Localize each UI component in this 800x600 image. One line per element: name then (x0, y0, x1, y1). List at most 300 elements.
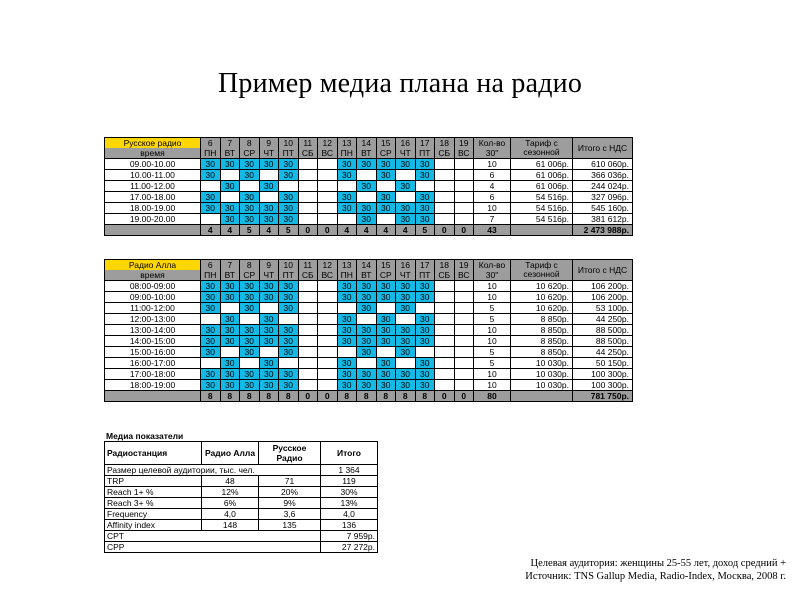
day-number: 7 (220, 260, 240, 271)
plan-row (105, 181, 633, 192)
spot-cell: 30 (201, 303, 221, 314)
day-total: 0 (298, 391, 318, 402)
empty-cell (318, 192, 338, 203)
empty-cell (298, 369, 318, 380)
empty-cell (454, 336, 474, 347)
spot-cell: 30 (415, 214, 435, 225)
spot-cell: 30 (357, 181, 377, 192)
footer-note (525, 557, 786, 583)
empty-cell (454, 214, 474, 225)
row-total: 88 500р. (573, 336, 633, 347)
empty-cell (396, 314, 416, 325)
time-slot: 17.00-18.00 (105, 192, 201, 203)
spot-cell: 30 (201, 336, 221, 347)
spot-cell: 30 (357, 303, 377, 314)
spot-cell: 30 (376, 192, 396, 203)
weekday-name: СБ (435, 148, 455, 159)
spot-cell: 30 (396, 292, 416, 303)
weekday-name: ВС (318, 270, 338, 281)
empty-cell (298, 336, 318, 347)
row-total: 610 060р. (573, 159, 633, 170)
spot-cell: 30 (240, 303, 260, 314)
audience-value: 1 364 (321, 465, 378, 476)
weekday-name: ВС (454, 270, 474, 281)
empty-cell (298, 192, 318, 203)
day-number: 19 (454, 138, 474, 149)
empty-cell (454, 369, 474, 380)
spot-cell: 30 (259, 380, 279, 391)
empty-cell (435, 303, 455, 314)
media-row (105, 476, 378, 487)
spot-cell: 30 (376, 159, 396, 170)
spot-count: 5 (474, 314, 511, 325)
empty-cell (318, 303, 338, 314)
media-row-label: Affinity index (105, 520, 202, 531)
empty-cell (220, 192, 240, 203)
spot-cell: 30 (240, 170, 260, 181)
media-row (105, 520, 378, 531)
empty-cell (201, 314, 221, 325)
day-number: 16 (396, 138, 416, 149)
plan-row (105, 281, 633, 292)
media-row-russkoe: 9% (259, 498, 321, 509)
plan-row (105, 170, 633, 181)
empty-cell (298, 380, 318, 391)
empty-cell (396, 358, 416, 369)
row-total: 244 024р. (573, 181, 633, 192)
spot-count: 10 (474, 336, 511, 347)
plan-totals-row (105, 225, 633, 236)
spot-cell: 30 (376, 325, 396, 336)
media-row (105, 509, 378, 520)
spot-cell: 30 (220, 292, 240, 303)
grand-total: 2 473 988р. (573, 225, 633, 236)
media-row-total: 30% (321, 487, 378, 498)
day-number: 6 (201, 260, 221, 271)
day-total: 0 (435, 225, 455, 236)
weekday-name: ЧТ (396, 270, 416, 281)
time-slot: 08:00-09:00 (105, 281, 201, 292)
station-name: Русское радио (105, 138, 201, 149)
empty-cell (435, 347, 455, 358)
time-slot: 15:00-16:00 (105, 347, 201, 358)
tariff-value: 54 516р. (511, 203, 573, 214)
plan-row (105, 203, 633, 214)
day-number: 8 (240, 138, 260, 149)
empty-cell (318, 214, 338, 225)
media-row-alla: 48 (202, 476, 259, 487)
spot-cell: 30 (396, 181, 416, 192)
spot-cell: 30 (201, 325, 221, 336)
time-slot: 09.00-10.00 (105, 159, 201, 170)
media-header-alla: Радио Алла (202, 442, 259, 465)
empty-cell (298, 347, 318, 358)
plan-row (105, 292, 633, 303)
day-total: 5 (279, 225, 299, 236)
day-number: 19 (454, 260, 474, 271)
spot-count: 10 (474, 159, 511, 170)
empty-cell (318, 369, 338, 380)
spot-cell: 30 (396, 380, 416, 391)
spot-cell: 30 (357, 214, 377, 225)
day-total: 8 (376, 391, 396, 402)
spot-cell: 30 (357, 203, 377, 214)
weekday-name: СБ (298, 270, 318, 281)
spot-cell: 30 (396, 325, 416, 336)
spot-cell: 30 (337, 281, 357, 292)
day-total: 8 (279, 391, 299, 402)
weekday-name: ПТ (279, 270, 299, 281)
day-total: 0 (318, 391, 338, 402)
media-row-russkoe: 20% (259, 487, 321, 498)
media-row (105, 498, 378, 509)
spot-count: 4 (474, 181, 511, 192)
empty-cell (396, 170, 416, 181)
media-plan-table-alla (104, 259, 633, 402)
weekday-name: ВТ (220, 270, 240, 281)
media-row-label: Frequency (105, 509, 202, 520)
media-row-total: 136 (321, 520, 378, 531)
cpt-value: 7 959р. (321, 531, 378, 542)
weekday-name: ЧТ (396, 148, 416, 159)
spot-cell: 30 (337, 336, 357, 347)
spot-cell: 30 (279, 380, 299, 391)
spot-cell: 30 (337, 170, 357, 181)
weekday-name: ПТ (415, 148, 435, 159)
weekday-name: СР (240, 148, 260, 159)
footer-source: Источник: TNS Gallup Media, Radio-Index, Москва, 2008 г. (525, 571, 786, 582)
spot-cell: 30 (279, 292, 299, 303)
day-number: 13 (337, 138, 357, 149)
station-name: Радио Алла (105, 260, 201, 271)
row-total: 44 250р. (573, 347, 633, 358)
empty-cell (435, 170, 455, 181)
media-row-label: Reach 1+ % (105, 487, 202, 498)
spot-cell: 30 (415, 203, 435, 214)
day-total: 0 (435, 391, 455, 402)
day-total: 8 (337, 391, 357, 402)
spot-cell: 30 (220, 181, 240, 192)
spot-cell: 30 (396, 203, 416, 214)
spot-count: 10 (474, 369, 511, 380)
empty-cell (435, 325, 455, 336)
spot-cell: 30 (279, 336, 299, 347)
spot-cell: 30 (201, 292, 221, 303)
weekday-name: ВТ (357, 148, 377, 159)
weekday-name: ЧТ (259, 148, 279, 159)
count-header-top: Кол-во (474, 138, 511, 149)
media-row-russkoe: 3,6 (259, 509, 321, 520)
tariff-header: Тариф с сезонной (511, 260, 573, 281)
day-number: 9 (259, 260, 279, 271)
empty-cell (298, 203, 318, 214)
spot-cell: 30 (201, 192, 221, 203)
spot-cell: 30 (201, 369, 221, 380)
empty-cell (318, 159, 338, 170)
row-total: 106 200р. (573, 281, 633, 292)
empty-cell (279, 181, 299, 192)
weekday-name: ПН (201, 270, 221, 281)
day-number: 14 (357, 138, 377, 149)
row-total: 100 300р. (573, 369, 633, 380)
empty-cell (454, 325, 474, 336)
weekday-name: ВС (454, 148, 474, 159)
spot-cell: 30 (337, 203, 357, 214)
spot-cell: 30 (220, 203, 240, 214)
spot-cell: 30 (357, 292, 377, 303)
plan-row (105, 325, 633, 336)
tariff-value: 8 850р. (511, 347, 573, 358)
spot-cell: 30 (396, 281, 416, 292)
spot-cell: 30 (201, 347, 221, 358)
count-header-top: Кол-во (474, 260, 511, 271)
empty-cell (435, 203, 455, 214)
empty-cell (435, 192, 455, 203)
spot-cell: 30 (240, 281, 260, 292)
spot-cell: 30 (396, 214, 416, 225)
empty-cell (435, 292, 455, 303)
spot-cell: 30 (259, 336, 279, 347)
weekday-name: ЧТ (259, 270, 279, 281)
spot-cell: 30 (376, 292, 396, 303)
spot-cell: 30 (279, 203, 299, 214)
empty-cell (435, 314, 455, 325)
day-total: 5 (240, 225, 260, 236)
tariff-value: 10 030р. (511, 380, 573, 391)
spot-cell: 30 (259, 358, 279, 369)
footer-audience: Целевая аудитория: женщины 25-55 лет, доход средний + (530, 558, 786, 569)
spot-cell: 30 (279, 303, 299, 314)
weekday-name: СБ (298, 148, 318, 159)
empty-cell (435, 214, 455, 225)
spot-cell: 30 (201, 203, 221, 214)
spot-cell: 30 (376, 203, 396, 214)
tariff-value: 61 006р. (511, 159, 573, 170)
spot-cell: 30 (201, 159, 221, 170)
spot-cell: 30 (259, 181, 279, 192)
spot-cell: 30 (240, 369, 260, 380)
empty-cell (454, 358, 474, 369)
empty-cell (318, 314, 338, 325)
spot-cell: 30 (240, 203, 260, 214)
cpp-label: CPP (105, 542, 321, 553)
time-slot: 09:00-10:00 (105, 292, 201, 303)
spot-cell: 30 (240, 159, 260, 170)
day-total: 8 (220, 391, 240, 402)
spot-cell: 30 (220, 358, 240, 369)
row-total: 327 096р. (573, 192, 633, 203)
total-header: Итого с НДС (573, 260, 633, 281)
count-header-bottom: 30" (474, 148, 511, 159)
weekday-name: ПТ (279, 148, 299, 159)
row-total: 106 200р. (573, 292, 633, 303)
plan-row (105, 358, 633, 369)
weekday-name: ПН (337, 148, 357, 159)
spot-cell: 30 (357, 347, 377, 358)
spot-cell: 30 (259, 203, 279, 214)
media-row-russkoe: 135 (259, 520, 321, 531)
empty-cell (454, 347, 474, 358)
media-indicators-table (104, 441, 378, 553)
spot-cell: 30 (279, 369, 299, 380)
empty-cell (415, 303, 435, 314)
day-number: 17 (415, 138, 435, 149)
empty-cell (454, 292, 474, 303)
spot-cell: 30 (376, 336, 396, 347)
empty-cell (357, 314, 377, 325)
empty-cell (298, 181, 318, 192)
media-row-label: TRP (105, 476, 202, 487)
time-slot: 13:00-14:00 (105, 325, 201, 336)
spot-cell: 30 (337, 159, 357, 170)
empty-cell (318, 358, 338, 369)
plan-row (105, 336, 633, 347)
day-number: 12 (318, 260, 338, 271)
weekday-name: СР (376, 270, 396, 281)
media-plan-table-russkoe (104, 137, 633, 236)
time-slot: 18:00-19:00 (105, 380, 201, 391)
day-number: 18 (435, 138, 455, 149)
empty-cell (357, 358, 377, 369)
spot-cell: 30 (415, 170, 435, 181)
spot-cell: 30 (357, 325, 377, 336)
empty-cell (435, 336, 455, 347)
total-count: 43 (474, 225, 511, 236)
spot-cell: 30 (376, 314, 396, 325)
spot-cell: 30 (376, 170, 396, 181)
empty-cell (298, 325, 318, 336)
media-audience-row (105, 465, 378, 476)
spot-cell: 30 (337, 358, 357, 369)
day-total: 4 (357, 225, 377, 236)
day-number: 13 (337, 260, 357, 271)
spot-count: 10 (474, 325, 511, 336)
day-total: 0 (318, 225, 338, 236)
row-total: 50 150р. (573, 358, 633, 369)
spot-cell: 30 (396, 347, 416, 358)
audience-label: Размер целевой аудитории, тыс. чел. (105, 465, 321, 476)
spot-cell: 30 (279, 192, 299, 203)
spot-cell: 30 (240, 336, 260, 347)
day-number: 16 (396, 260, 416, 271)
spot-cell: 30 (240, 380, 260, 391)
empty-cell (357, 192, 377, 203)
empty-cell (454, 192, 474, 203)
tariff-value: 54 516р. (511, 192, 573, 203)
spot-cell: 30 (415, 281, 435, 292)
media-row-alla: 12% (202, 487, 259, 498)
empty-cell (415, 181, 435, 192)
spot-cell: 30 (415, 314, 435, 325)
spot-cell: 30 (220, 159, 240, 170)
empty-cell (298, 292, 318, 303)
spot-cell: 30 (201, 380, 221, 391)
day-number: 8 (240, 260, 260, 271)
totals-label-cell (105, 225, 201, 236)
time-slot: 17:00-18:00 (105, 369, 201, 380)
time-slot: 11.00-12.00 (105, 181, 201, 192)
empty-cell (298, 303, 318, 314)
tariff-value: 54 516р. (511, 214, 573, 225)
spot-count: 5 (474, 347, 511, 358)
day-number: 6 (201, 138, 221, 149)
tariff-header: Тариф с сезонной (511, 138, 573, 159)
empty-cell (259, 347, 279, 358)
spot-cell: 30 (357, 380, 377, 391)
spot-count: 10 (474, 203, 511, 214)
empty-cell (435, 281, 455, 292)
spot-cell: 30 (415, 325, 435, 336)
media-row-alla: 6% (202, 498, 259, 509)
empty-cell (298, 214, 318, 225)
spot-cell: 30 (415, 358, 435, 369)
media-row-russkoe: 71 (259, 476, 321, 487)
spot-cell: 30 (240, 347, 260, 358)
total-count: 80 (474, 391, 511, 402)
empty-cell (357, 170, 377, 181)
empty-cell (259, 303, 279, 314)
spot-cell: 30 (201, 170, 221, 181)
weekday-name: ПТ (415, 270, 435, 281)
time-header: время (105, 270, 201, 281)
empty-cell (435, 159, 455, 170)
empty-cell (201, 214, 221, 225)
row-total: 88 500р. (573, 325, 633, 336)
spot-cell: 30 (220, 214, 240, 225)
empty-cell (376, 214, 396, 225)
day-total: 0 (454, 225, 474, 236)
media-row-total: 119 (321, 476, 378, 487)
day-number: 17 (415, 260, 435, 271)
spot-cell: 30 (259, 214, 279, 225)
cpp-value: 27 272р. (321, 542, 378, 553)
weekday-name: СБ (435, 270, 455, 281)
day-number: 15 (376, 138, 396, 149)
tariff-value: 8 850р. (511, 336, 573, 347)
empty-cell (298, 159, 318, 170)
empty-cell (279, 358, 299, 369)
empty-cell (454, 281, 474, 292)
empty-cell (220, 347, 240, 358)
spot-cell: 30 (259, 159, 279, 170)
day-total: 8 (259, 391, 279, 402)
empty-cell (337, 347, 357, 358)
row-total: 44 250р. (573, 314, 633, 325)
tariff-value: 61 006р. (511, 170, 573, 181)
totals-label-cell (105, 391, 201, 402)
spot-cell: 30 (376, 281, 396, 292)
spot-cell: 30 (396, 303, 416, 314)
spot-cell: 30 (415, 336, 435, 347)
row-total: 366 036р. (573, 170, 633, 181)
tariff-value: 8 850р. (511, 314, 573, 325)
day-number: 12 (318, 138, 338, 149)
spot-cell: 30 (259, 325, 279, 336)
media-header-row (105, 442, 378, 465)
day-total: 4 (376, 225, 396, 236)
spot-count: 7 (474, 214, 511, 225)
tariff-total-empty (511, 225, 573, 236)
weekday-name: ПН (337, 270, 357, 281)
empty-cell (318, 281, 338, 292)
spot-count: 6 (474, 170, 511, 181)
tariff-total-empty (511, 391, 573, 402)
time-slot: 10.00-11.00 (105, 170, 201, 181)
row-total: 545 160р. (573, 203, 633, 214)
empty-cell (376, 181, 396, 192)
day-number: 10 (279, 260, 299, 271)
spot-cell: 30 (415, 159, 435, 170)
